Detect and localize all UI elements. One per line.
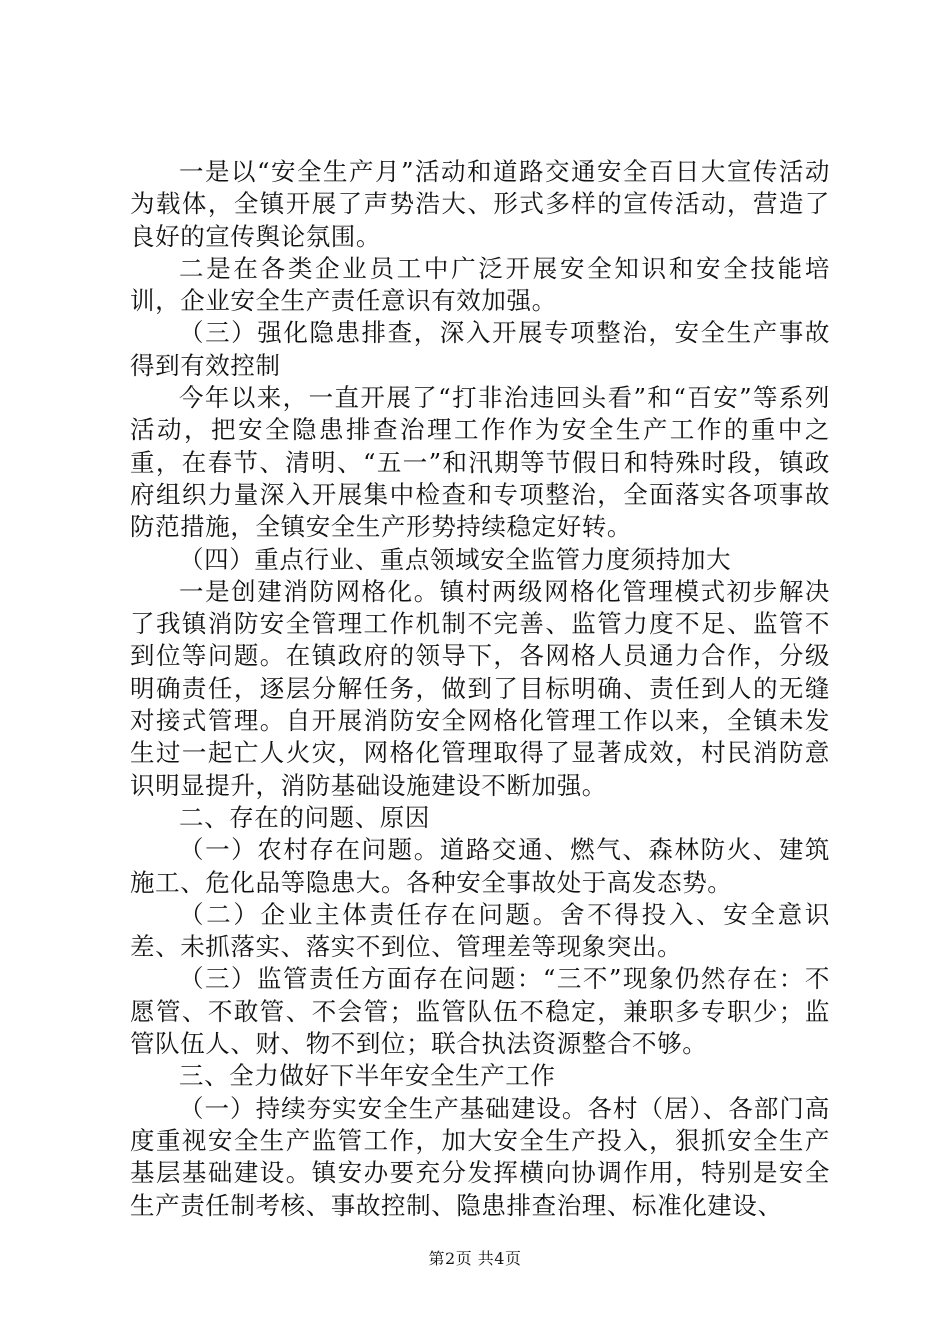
paragraph-rural-problems: （一）农村存在问题。道路交通、燃气、森林防火、建筑施工、危化品等隐患大。各种安全事故处于高发态势。 bbox=[130, 835, 830, 897]
section-heading-key-industries: （四）重点行业、重点领域安全监管力度须持加大 bbox=[179, 544, 732, 574]
paragraph-foundation-building: （一）持续夯实安全生产基础建设。各村（居）、各部门高度重视安全生产监管工作，加大安全生产投入，狠抓安全生产基层基础建设。镇安办要充分发挥横向协调作用，特别是安全生产责任制考核、事故控制、隐患排查治理、标准化建设、 bbox=[130, 1093, 830, 1220]
section-heading-second-half: 三、全力做好下半年安全生产工作 bbox=[179, 1061, 556, 1091]
paragraph-publicity-month: 一是以“安全生产月”活动和道路交通安全百日大宣传活动为载体，全镇开展了声势浩大、形式多样的宣传活动，营造了良好的宣传舆论氛围。 bbox=[130, 157, 830, 251]
page-number-footer: 第2页 共4页 bbox=[428, 1249, 522, 1268]
paragraph-special-campaigns: 今年以来，一直开展了“打非治违回头看”和“百安”等系列活动，把安全隐患排查治理工作作为安全生产工作的重中之重，在春节、清明、“五一”和汛期等节假日和特殊时段，镇政府组织力量深入开展集中检查和专项整治，全面落实各项事故防范措施，全镇安全生产形势持续稳定好转。 bbox=[130, 383, 830, 542]
section-heading-problems: 二、存在的问题、原因 bbox=[179, 802, 430, 832]
paragraph-training: 二是在各类企业员工中广泛开展安全知识和安全技能培训，企业安全生产责任意识有效加强。 bbox=[130, 253, 830, 316]
paragraph-fire-grid: 一是创建消防网格化。镇村两级网格化管理模式初步解决了我镇消防安全管理工作机制不完善、监管力度不足、监管不到位等问题。在镇政府的领导下，各网格人员通力合作，分级明确责任，逐层分解任务，做到了目标明确、责任到人的无缝对接式管理。自开展消防安全网格化管理工作以来，全镇未发生过一起亡人火灾，网格化管理取得了显著成效，村民消防意识明显提升，消防基础设施建设不断加强。 bbox=[130, 576, 830, 800]
paragraph-supervision-problems: （三）监管责任方面存在问题：“三不”现象仍然存在：不愿管、不敢管、不会管；监管队伍不稳定，兼职多专职少；监管队伍人、财、物不到位；联合执法资源整合不够。 bbox=[130, 964, 830, 1059]
section-heading-hazard-inspection: （三）强化隐患排查，深入开展专项整治，安全生产事故得到有效控制 bbox=[130, 318, 830, 380]
document-body bbox=[130, 156, 830, 1222]
paragraph-enterprise-problems: （二）企业主体责任存在问题。舍不得投入、安全意识差、未抓落实、落实不到位、管理差等现象突出。 bbox=[130, 899, 830, 962]
